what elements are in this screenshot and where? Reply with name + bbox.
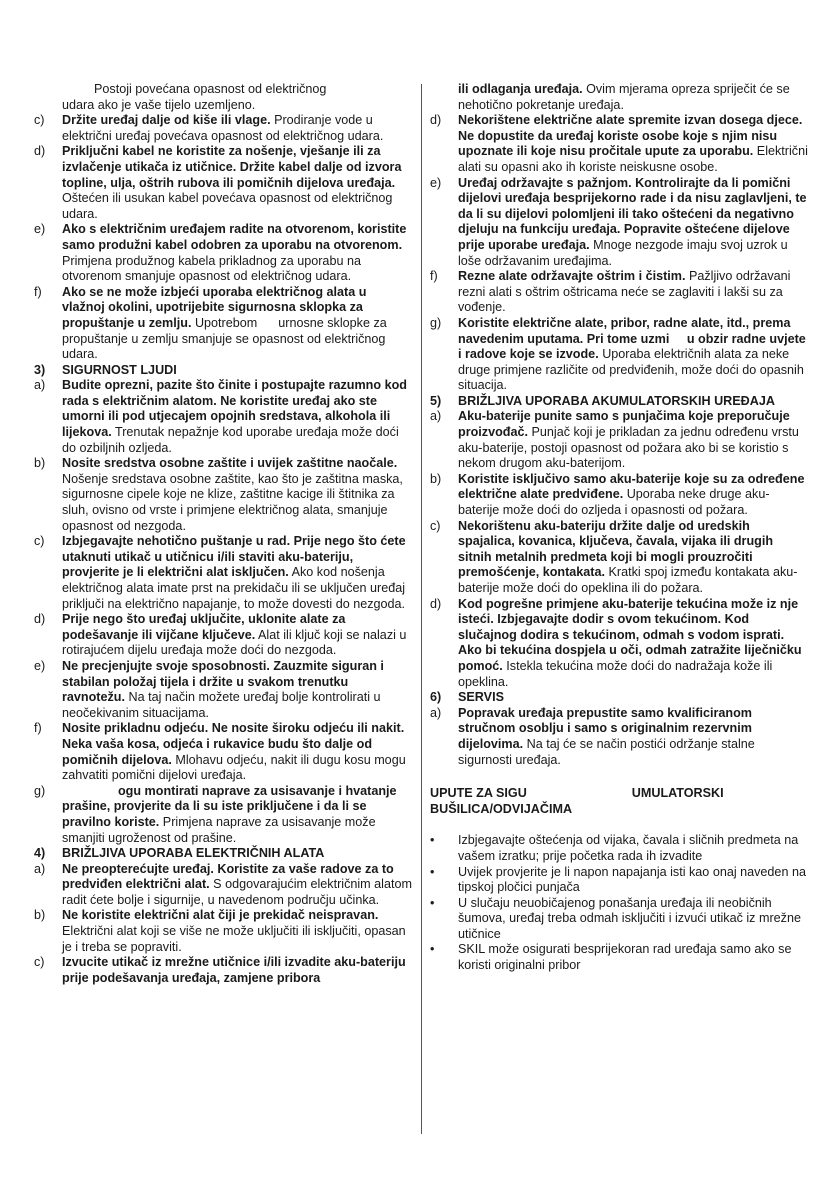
list-item (34, 456, 412, 534)
item-text: Mnoge nezgode imaju svoj uzrok u loše održavanim uređajima. (458, 237, 792, 268)
section-number: 5) (430, 393, 442, 408)
item-bold-text: Popravak uređaja prepustite samo kvalificiranom stručnom osoblju i samo s originalnim rezervnim dijelovima. (458, 705, 756, 751)
item-label: b) (34, 456, 46, 471)
list-item (34, 861, 416, 909)
item-label: e) (430, 175, 442, 190)
item-bold-text: Ako se ne može izbjeći uporaba električnog alata u vlažnoj okolini, upotrijebite sigurnosna sklopka za propuštanje u zemlju. (62, 284, 370, 330)
list-item (430, 519, 810, 597)
section-heading (34, 363, 412, 379)
item-bold-text: ili odlaganja uređaja. (458, 82, 583, 96)
list-item (430, 409, 810, 471)
bullet-dot-icon: • (430, 895, 435, 910)
list-item (430, 82, 810, 113)
left-column (34, 82, 416, 986)
item-label: c) (34, 534, 45, 549)
section-number: 3) (34, 362, 46, 377)
list-item (34, 285, 412, 363)
item-bold-text: Nekorištene električne alate spremite izvan dosega djece. Ne dopustite da uređaj koriste osobe koje s njim nisu upoznate ili koje nisu pročitale upute za uporabu. (458, 113, 806, 159)
item-bold-text: Budite oprezni, pazite što činite i postupajte razumno kod rada s električnim alatom. Ne koristite uređaj ako ste umorni ili pod utjecajem opojnih sredstava, alkohola ili lijekova. (62, 378, 411, 440)
column-divider (421, 84, 422, 1134)
item-text: Punjač koji je prikladan za jednu određenu vrstu aku-baterije, postoji opasnost od požara ako bi se koristio s nekom drugom aku-baterijom. (458, 425, 803, 471)
intro-line: Postoji povećana opasnost od električnog (94, 82, 327, 96)
item-text: Istekla tekućina može doći do nadražaja kože ili opeklina. (458, 658, 776, 689)
item-text: Alat ili ključ koji se nalazi u rotirajućem dijelu uređaja može doći do nezgoda. (62, 627, 410, 658)
item-label: e) (34, 222, 46, 237)
item-bold-text: Nekorištenu aku-bateriju držite dalje od uredskih spajalica, kovanica, ključeva, čavala, vijaka ili drugih sitnih metalnih predmeta koji bi mogli prouzročiti premošćenje, kontakata. (458, 518, 777, 580)
list-item (34, 721, 412, 783)
item-bold-text: Nosite prikladnu odjeću. Ne nosite široku odjeću ili nakit. Neka vaša kosa, odjeća i rukavice budu što dalje od pomičnih dijelova. (62, 721, 408, 767)
safety-heading: UPUTE ZA SIGU UMULATORSKI BUŠILICA/ODVIJAČIMA (430, 786, 728, 816)
bullet-text: Uvijek provjerite je li napon napajanja isti kao onaj naveden na tipskoj pločici punjača (458, 864, 806, 895)
bullet-text: U slučaju neuobičajenog ponašanja uređaja ili neobičnih šumova, uređaj treba odmah isključiti i izvući utikač iz mrežne utičnice (458, 895, 801, 941)
list-item (34, 222, 412, 284)
item-bold-text: Ne precjenjujte svoje sposobnosti. Zauzmite siguran i stabilan položaj tijela i držite u svakom trenutku ravnotežu. (62, 658, 388, 705)
item-text: Primjena naprave za usisavanje može smanjiti ugroženost od prašine. (62, 814, 380, 845)
item-bold-text: Koristite električne alate, pribor, radne alate, itd., prema navedenim uputama. Pri tome uzmi u obzir radne uvjete i radove koje se izvode. (458, 315, 810, 362)
list-item (34, 784, 412, 846)
bullet-item (430, 942, 810, 973)
item-text: Električni alat koji se više ne može uključiti ili isključiti, opasan je i treba se popraviti. (62, 908, 410, 954)
item-label: f) (430, 269, 438, 284)
item-text: Oštećen ili usukan kabel povećava opasnost od električnog udara. (62, 175, 399, 221)
section-title: BRIŽLJIVA UPORABA AKUMULATORSKIH UREĐAJA (458, 393, 775, 408)
item-label: a) (430, 409, 442, 424)
list-item (34, 612, 412, 659)
item-label: d) (430, 596, 442, 611)
item-label: g) (430, 315, 442, 330)
item-bold-text: Uređaj održavajte s pažnjom. Kontrolirajte da li pomični dijelovi uređaja besprijekorno rade i da nisu zaglavljeni, te da li su dijelovi polomljeni ili tako oštećeni da negativno djeluju na funkciju uređaja. Popravite oštećene dijelove prije uporabe uređaja. (458, 175, 811, 252)
list-item (430, 176, 810, 270)
item-label: b) (34, 908, 46, 923)
item-label: d) (34, 144, 46, 159)
bullet-item (430, 896, 810, 943)
bullet-dot-icon: • (430, 864, 435, 879)
list-item (34, 378, 412, 456)
item-bold-text: ogu montirati naprave za usisavanje i hvatanje prašine, provjerite da li su iste priključene i da li se pravilno koriste. (62, 783, 401, 829)
bullet-text: SKIL može osigurati besprijekoran rad uređaja samo ako se koristi originalni pribor (458, 942, 792, 973)
section-title: SIGURNOST LJUDI (62, 362, 177, 377)
section-number: 6) (430, 690, 442, 705)
item-text: Kratki spoj između kontakata aku-baterije može doći do opeklina ili do požara. (458, 565, 798, 595)
item-bold-text: Držite uređaj dalje od kiše ili vlage. (62, 113, 271, 128)
item-text: Uporaba neke druge aku-baterije može doći do ozljeda i opasnosti od požara. (458, 487, 770, 518)
item-label: g) (34, 783, 46, 798)
intro-text (34, 82, 412, 113)
item-text: Upotrebom urnosne sklopke za propuštanje u zemlju smanjuje se opasnost od električnog udara. (62, 315, 391, 362)
section-heading (34, 846, 412, 862)
section-heading (430, 690, 810, 706)
list-item (430, 316, 810, 394)
item-label: b) (430, 471, 442, 486)
list-item (430, 706, 810, 768)
item-label: d) (34, 612, 46, 627)
item-bold-text: Izbjegavajte nehotično puštanje u rad. Prije nego što ćete utaknuti utikač u utičnicu i/ili staviti aku-bateriju, provjerite je li električni alat isključen. (62, 534, 410, 580)
section-title: BRIŽLJIVA UPORABA ELEKTRIČNIH ALATA (62, 846, 325, 861)
bullet-text: Izbjegavajte oštećenja od vijaka, čavala i sličnih predmeta na vašem izratku; prije početka rada ih izvadite (458, 833, 799, 863)
item-bold-text: Nosite sredstva osobne zaštite i uvijek zaštitne naočale. (62, 456, 398, 471)
right-column (430, 82, 810, 974)
item-bold-text: Kod pogrešne primjene aku-baterije tekućina može iz nje isteći. Izbjegavajte dodir s ovom tekućinom. Kod slučajnog dodira s tekućinom, odmah s vodom isprati. Ako bi tekućina dospjela u oči, odmah zatražite liječničku pomoć. (458, 596, 806, 673)
item-bold-text: Prije nego što uređaj uključite, uklonite alate za podešavanje ili vijčane ključeve. (62, 612, 349, 642)
item-bold-text: Ne preopterećujte uređaj. Koristite za vaše radove za to predviđen električni alat. (62, 861, 398, 892)
list-item (34, 908, 412, 955)
item-text: Trenutak nepažnje kod uporabe uređaja može doći do ozbiljnih ozljeda. (62, 425, 403, 455)
item-text: Mlohavu odjeću, nakit ili dugu kosu mogu zahvatiti pomični dijelovi uređaja. (62, 752, 410, 783)
bullet-dot-icon: • (430, 833, 435, 848)
item-label: c) (34, 113, 45, 128)
item-text: Prodiranje vode u električni uređaj povećava opasnost od električnog udara. (62, 113, 384, 143)
bullet-item (430, 833, 810, 864)
item-label: c) (430, 518, 441, 533)
list-item (430, 269, 810, 316)
item-label: d) (430, 113, 442, 128)
item-text: Primjena produžnog kabela prikladnog za uporabu na otvorenom smanjuje opasnost od električnog udara. (62, 237, 406, 284)
list-item (34, 113, 412, 144)
item-label: c) (34, 955, 45, 970)
item-label: a) (34, 861, 46, 876)
section-title: SERVIS (458, 690, 504, 705)
item-text: Na taj način možete uređaj bolje kontrolirati u neočekivanim situacijama. (62, 690, 384, 720)
item-text: Uporaba električnih alata za neke druge primjene različite od predviđenih, može doći do opasnih situacija. (458, 347, 808, 393)
item-bold-text: Ako s električnim uređajem radite na otvorenom, koristite samo produžni kabel odobren za uporabu na otvorenom. (62, 222, 410, 252)
bullet-item (430, 865, 810, 896)
item-bold-text: Rezne alate održavajte oštrim i čistim. (458, 269, 686, 284)
item-bold-text: Aku-baterije punite samo s punjačima koje preporučuje proizvođač. (458, 409, 794, 440)
list-item (430, 472, 810, 519)
item-bold-text: Izvucite utikač iz mrežne utičnice i/ili izvadite aku-bateriju prije podešavanja uređaja, zamjene pribora (62, 955, 410, 985)
list-item (34, 534, 412, 612)
item-bold-text: Ne koristite električni alat čiji je prekidač neispravan. (62, 908, 379, 923)
list-item (34, 659, 412, 721)
bullet-list (430, 833, 810, 973)
item-text: Ovim mjerama opreza spriječit će se nehotično pokretanje uređaja. (458, 82, 790, 112)
list-item (430, 113, 810, 175)
item-bold-text: Priključni kabel ne koristite za nošenje, vješanje ili za izvlačenje utikača iz utičnice. Držite kabel dalje od izvora topline, ulja, oštrih rubova ili pomičnih dijelova uređaja. (62, 144, 405, 190)
list-item (34, 955, 412, 986)
item-label: a) (430, 705, 442, 720)
item-label: f) (34, 284, 42, 299)
item-label: a) (34, 378, 46, 393)
list-item (34, 144, 412, 222)
item-text: Pažljivo održavani rezni alati s oštrim oštricama neće se zaglaviti i lakši su za vođenje. (458, 269, 794, 315)
item-text: Na taj će se način postići održanje stalne sigurnosti uređaja. (458, 736, 759, 767)
item-text: Električni alati su opasni ako ih koriste neiskusne osobe. (458, 144, 812, 174)
item-label: e) (34, 658, 46, 673)
section-heading (430, 394, 810, 410)
bullet-dot-icon: • (430, 942, 435, 957)
item-bold-text: Koristite isključivo samo aku-baterije koje su za određene električne alate predviđene. (458, 471, 808, 502)
item-label: f) (34, 721, 42, 736)
item-text: Ako kod nošenja električnog alata imate prst na prekidaču ili se uključen uređaj priključi na električno napajanje, to može dovesti do nezgoda. (62, 565, 409, 611)
item-text: S odgovarajućim električnim alatom radit ćete bolje i sigurnije, u navedenom području učinka. (62, 877, 416, 907)
intro-line: udara ako je vaše tijelo uzemljeno. (62, 97, 256, 112)
item-text: Nošenje sredstava osobne zaštite, kao što je zaštitna maska, sigurnosne cipele koje ne klize, zaštitne kacige ili štitnika za sluh, ovisno od vrste i primjene električnog alata, smanjuje opasnost od nezgoda. (62, 456, 407, 533)
section-number: 4) (34, 846, 46, 861)
list-item (430, 597, 810, 691)
